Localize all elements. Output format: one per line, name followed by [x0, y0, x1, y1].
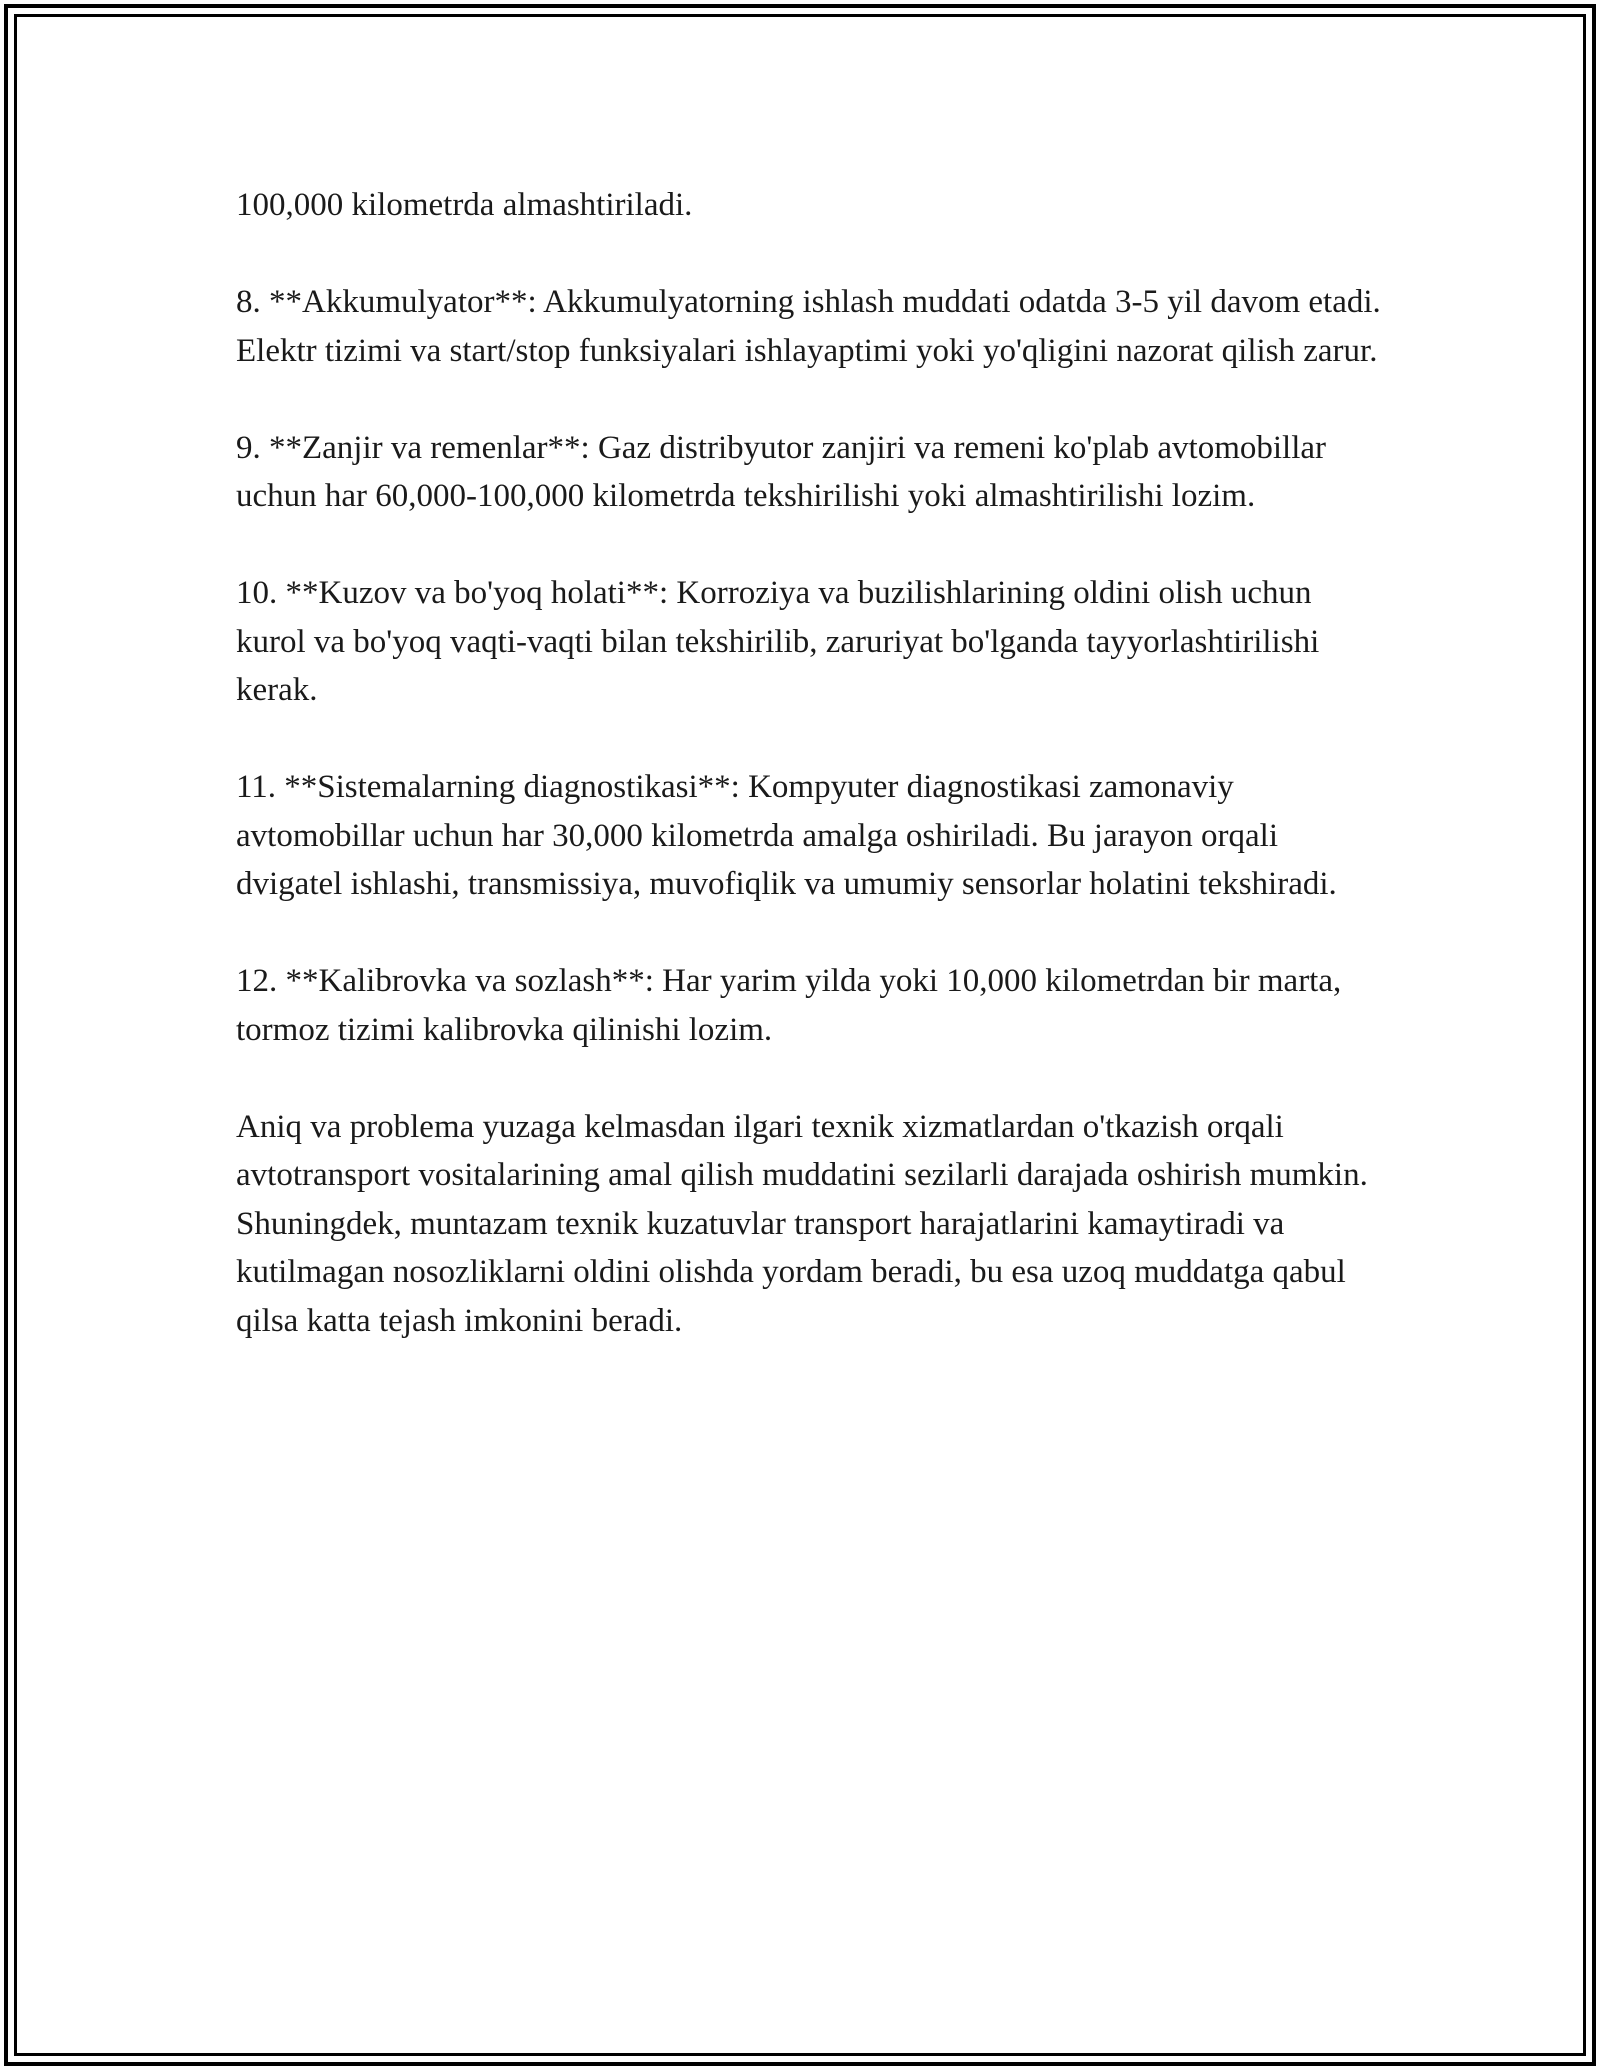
paragraph-item-8: 8. **Akkumulyator**: Akkumulyatorning ishlash muddati odatda 3-5 yil davom etadi. Elektr tizimi va start/stop funksiyalari ishlayaptimi yoki yo'qligini nazorat qilish zarur.	[236, 284, 1381, 369]
paragraph-item-12: 12. **Kalibrovka va sozlash**: Har yarim yilda yoki 10,000 kilometrdan bir marta, tormoz tizimi kalibrovka qilinishi lozim.	[236, 963, 1342, 1048]
paragraph-item-10: 10. **Kuzov va bo'yoq holati**: Korroziya va buzilishlarining oldini olish uchun kurol va bo'yoq vaqti-vaqti bilan tekshirilib, zaruriyat bo'lganda tayyorlashtirilishi kerak.	[236, 575, 1320, 708]
paragraph-item-11: 11. **Sistemalarning diagnostikasi**: Kompyuter diagnostikasi zamonaviy avtomobillar uchun har 30,000 kilometrda amalga oshiriladi. Bu jarayon orqali dvigatel ishlashi, transmissiya, muvofiqlik va umumiy sensorlar holatini tekshiradi.	[236, 769, 1337, 902]
paragraph-item-9: 9. **Zanjir va remenlar**: Gaz distribyutor zanjiri va remeni ko'plab avtomobillar uchun har 60,000-100,000 kilometrda tekshirilishi yoki almashtirilishi lozim.	[236, 429, 1327, 514]
paragraph-continuation: 100,000 kilometrda almashtiriladi.	[236, 187, 693, 223]
paragraph-conclusion: Aniq va problema yuzaga kelmasdan ilgari texnik xizmatlardan o'tkazish orqali avtotransport vositalarining amal qilish muddatini sezilarli darajada oshirish mumkin. Shuningdek, muntazam texnik kuzatuvlar transport harajatlarini kamaytiradi va kutilmagan nosozliklarni oldini olishda yordam beradi, bu esa uzoq muddatga qabul qilsa katta tejash imkonini beradi.	[236, 1108, 1368, 1339]
document-body	[236, 181, 1386, 1394]
